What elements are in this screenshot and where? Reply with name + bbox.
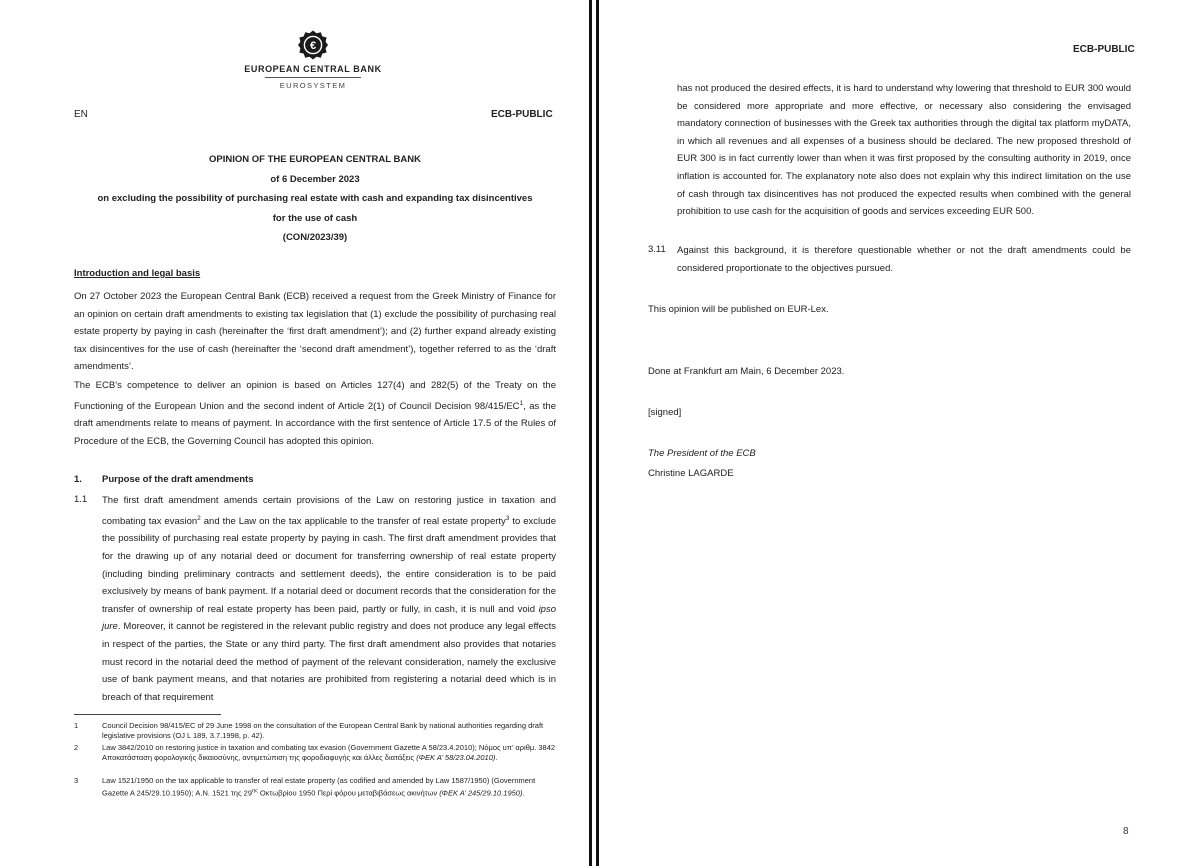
- title-line-2: of 6 December 2023: [270, 173, 360, 185]
- intro-paragraph-1: On 27 October 2023 the European Central Bank (ECB) received a request from the Greek Ministry of Finance for an opinion on certain draft amendments to existing tax legislation that (1) exclude the possibility of purchasing real estate property by paying in cash (hereinafter the ‘first draft amendment’); and (2) further expand already existing tax disincentives for the use of cash (hereinafter the ‘second draft amendment’), together referred to as the ‘draft amendments’.: [74, 291, 556, 373]
- intro-paragraph-2: [74, 377, 556, 451]
- logo-name: EUROPEAN CENTRAL BANK: [244, 64, 382, 74]
- continued-paragraph: has not produced the desired effects, it is hard to understand why lowering that threshold to EUR 300 would be considered more appropriate and more effective, or necessary also considering the envisaged mandatory connection of businesses with the Greek tax authorities through the digital tax platform myDATA, in which all revenues and all expenses of a business should be declared. The new proposed threshold of EUR 300 is in fact currently lower than when it was first proposed by the consulting authority in 2019, once inflation is accounted for. The explanatory note also does not explain why this indirect limitation on the use of cash through tax disincentives has not produced the expected results when combined with the general prohibition to use cash for the acquisition of goods and services exceeding EUR 500.: [677, 83, 1131, 218]
- title-line-3: on excluding the possibility of purchasing real estate with cash and expanding tax disincentives: [97, 193, 533, 204]
- footnote-3-sup: ης: [252, 788, 258, 794]
- footnote-2-number: 2: [74, 743, 79, 752]
- classification-label: ECB-PUBLIC: [1073, 44, 1135, 55]
- intro-p2-text-cont: , as the draft amendments relate to means of payment. In accordance with the first sentence of Article 17.5 of the Rules of Procedure of the ECB, the Governing Council has adopted this opinion.: [74, 400, 556, 447]
- footnote-3-italic: (ΦΕΚ Α’ 245/29.10.1950): [439, 788, 523, 798]
- footnote-ref-3[interactable]: 3: [505, 514, 510, 522]
- para-1-1-text: and the Law on the tax applicable to the transfer of real estate property: [200, 515, 506, 527]
- section-1-number: 1.: [74, 474, 82, 485]
- footnote-3-body-cont: Οκτωβρίου 1950 Περί φόρου μεταβιβάσεως ακινήτων: [257, 788, 438, 798]
- paragraph-1-1-number: 1.1: [74, 494, 88, 505]
- footnote-2-body: Law 3842/2010 on restoring justice in taxation and combating tax evasion (Government Gazette A 58/23.4.2010); Νόμος υπ’ αριθμ. 3842 Αποκατάσταση φορολογικής δικαιοσύνης, αντιμετώπιση της φοροδιαφυγής και άλλες διατάξεις: [102, 743, 556, 762]
- left-page: [0, 0, 588, 866]
- footnote-3-tail: .: [522, 788, 525, 798]
- intro-p2-text: The ECB’s competence to deliver an opinion is based on Articles 127(4) and 282(5) of the Treaty on the Functioning of the European Union and the second indent of Article 2(1) of Council Decision 98/415/EC: [74, 380, 556, 412]
- footnote-3-number: 3: [74, 776, 79, 785]
- para-1-1-text: to exclude the possibility of purchasing real estate property by paying in cash. The first draft amendment provides that for the drawing up of any notarial deed or document for transferring ownership of real estate property (including binding preliminary contracts and settlement deeds), the entire consideration is to be paid exclusively by means of bank payment. If a notarial deed or document records that the consideration for the transfer of ownership of real estate property has been paid, partly or fully, in cash, it is null and void: [102, 515, 556, 615]
- page-number: 8: [1123, 826, 1129, 837]
- footnote-3-text: [102, 776, 556, 799]
- paragraph-3-11: Against this background, it is therefore questionable whether or not the draft amendments could be considered proportionate to the objectives pursued.: [677, 245, 1131, 274]
- ecb-logo: [238, 30, 388, 90]
- signed-mark: [signed]: [648, 407, 682, 418]
- done-at: Done at Frankfurt am Main, 6 December 2023.: [648, 366, 845, 377]
- title-line-1: OPINION OF THE EUROPEAN CENTRAL BANK: [208, 154, 421, 165]
- logo-divider: [265, 77, 361, 78]
- intro-heading: Introduction and legal basis: [74, 268, 201, 279]
- opinion-title: [60, 150, 570, 248]
- right-page: [603, 0, 1200, 866]
- classification-label: ECB-PUBLIC: [491, 109, 553, 120]
- euro-circle-icon: [298, 30, 328, 60]
- paragraph-1-1: [102, 492, 556, 706]
- title-line-4: for the use of cash: [272, 212, 358, 224]
- footnote-ref-2[interactable]: 2: [197, 514, 201, 522]
- para-1-1-text: . Moreover, it cannot be registered in the relevant public registry and does not produce any legal effects in respect of the parties, the State or any third party. The first draft amendment also provides that notaries must record in the notarial deed the method of payment of the relevant consideration, namely the exclusive use of bank payment means, and that notaries are prohibited from registering a notarial deed which is in breach of that requirement: [102, 621, 556, 703]
- title-line-5: (CON/2023/39): [282, 232, 348, 243]
- publication-note: This opinion will be published on EUR-Lex.: [648, 304, 829, 315]
- paragraph-3-11-number: 3.11: [648, 244, 666, 255]
- footnote-1-text: Council Decision 98/415/EC of 29 June 1998 on the consultation of the European Central Bank by national authorities regarding draft legislative provisions (OJ L 189, 3.7.1998, p. 42).: [102, 721, 544, 740]
- footnote-2-tail: .: [495, 753, 498, 762]
- para-1-1-italic: ipso jure: [102, 603, 556, 633]
- signatory-name: Christine LAGARDE: [648, 468, 734, 479]
- svg-text:€: €: [309, 40, 317, 52]
- para-1-1-text: The first draft amendment amends certain provisions of the Law on restoring justice in taxation and combating tax evasion: [102, 495, 556, 527]
- language-code: EN: [74, 109, 88, 120]
- footnote-3-body: Law 1521/1950 on the tax applicable to transfer of real estate property (as codified and amended by Law 1587/1950) (Government Gazette A 245/29.10.1950); Α.Ν. 1521 της 29: [102, 776, 536, 798]
- logo-subtitle: EUROSYSTEM: [279, 81, 347, 90]
- footnote-separator: [74, 714, 221, 715]
- section-1-title: Purpose of the draft amendments: [102, 474, 254, 485]
- footnote-ref-1[interactable]: 1: [519, 399, 524, 407]
- footnote-2-italic: (ΦΕΚ Α’ 58/23.04.2010): [416, 753, 496, 762]
- page-divider: [589, 0, 599, 866]
- signatory-title: The President of the ECB: [648, 448, 756, 459]
- footnote-2-text: [102, 743, 556, 763]
- footnote-1-number: 1: [74, 721, 79, 730]
